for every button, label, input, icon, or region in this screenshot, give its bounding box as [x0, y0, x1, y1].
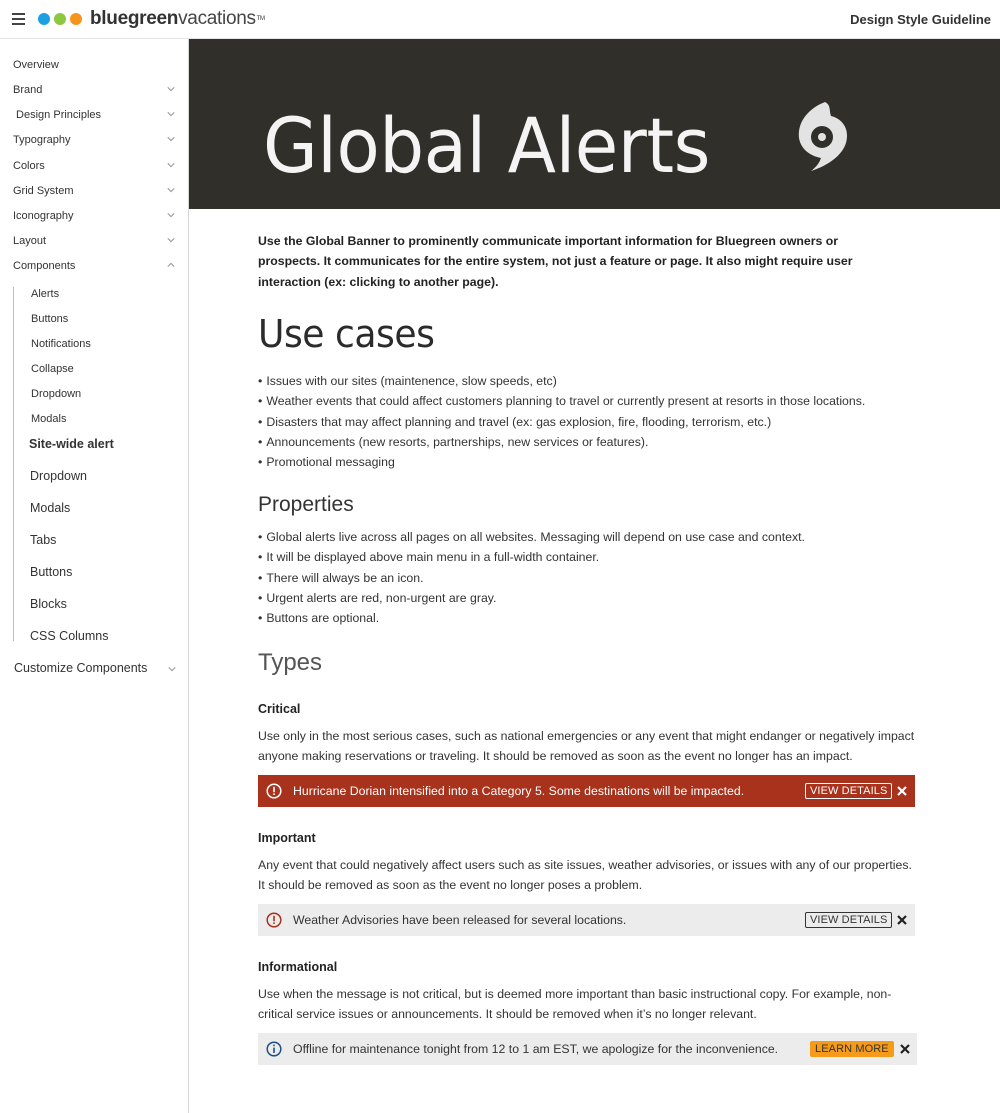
sidebar-subitem-site-wide-alert[interactable]: Site-wide alert	[29, 437, 114, 451]
sidebar-item-customize-components[interactable]	[14, 659, 180, 677]
chevron-down-icon[interactable]	[167, 211, 175, 219]
sidebar-subitem-modals[interactable]: Modals	[31, 413, 67, 425]
exclamation-circle-icon	[266, 783, 282, 799]
sidebar-item-label: Grid System	[13, 185, 74, 197]
sidebar-subitem-css-columns[interactable]: CSS Columns	[30, 629, 109, 643]
view-details-button[interactable]: VIEW DETAILS	[805, 783, 892, 799]
sidebar-subitem-alerts[interactable]: Alerts	[31, 288, 60, 300]
top-header	[0, 0, 1000, 39]
list-item: • Issues with our sites (maintenence, slow speeds, etc)	[258, 371, 865, 391]
sidebar-item-iconography[interactable]	[13, 207, 179, 225]
logo-bold-text: bluegreen	[90, 8, 179, 29]
important-alert-banner	[258, 904, 915, 936]
hero-banner	[189, 39, 1000, 209]
sidebar-subitem-buttons-2[interactable]: Buttons	[30, 565, 73, 579]
sidebar-subitem-notifications[interactable]: Notifications	[31, 338, 91, 350]
sidebar-subitem-buttons[interactable]: Buttons	[31, 313, 69, 325]
logo-trademark: TM	[256, 16, 265, 22]
sidebar-item-label: Overview	[13, 59, 59, 71]
chevron-down-icon[interactable]	[167, 161, 175, 169]
sidebar-item-label: Customize Components	[14, 661, 148, 675]
sidebar-item-design-principles[interactable]	[13, 106, 179, 124]
properties-heading: Properties	[258, 493, 354, 516]
sidebar-item-label: Typography	[13, 134, 71, 146]
hurricane-icon	[795, 100, 851, 172]
list-item: • Promotional messaging	[258, 452, 865, 472]
view-details-button[interactable]: VIEW DETAILS	[805, 912, 892, 928]
sidebar-subitem-modals-2[interactable]: Modals	[30, 501, 71, 515]
properties-list	[258, 527, 805, 628]
list-item: • It will be displayed above main menu in a full-width container.	[258, 547, 805, 567]
sidebar-subitem-tabs[interactable]: Tabs	[30, 533, 57, 547]
sidebar-item-grid-system[interactable]	[13, 182, 179, 200]
sidebar-subitem-blocks[interactable]: Blocks	[30, 597, 67, 611]
important-description: Any event that could negatively affect users such as site issues, weather advisories, or issues with any of our properties. It should be removed as soon as the event no longer poses a problem.	[258, 858, 912, 893]
sidebar-item-label: Design Principles	[13, 109, 102, 121]
close-icon[interactable]	[895, 913, 909, 927]
critical-heading: Critical	[258, 702, 301, 716]
chevron-down-icon[interactable]	[167, 135, 175, 143]
page-title: Global Alerts	[263, 101, 710, 190]
sidebar-subitem-dropdown[interactable]: Dropdown	[31, 388, 82, 400]
close-icon[interactable]	[898, 1042, 912, 1056]
chevron-down-icon[interactable]	[168, 665, 176, 673]
types-heading: Types	[258, 649, 323, 676]
brand-logo[interactable]	[38, 8, 265, 30]
site-title: Design Style Guideline	[850, 12, 991, 27]
sidebar-subitem-collapse[interactable]: Collapse	[31, 363, 74, 375]
logo-dot-green	[54, 13, 66, 25]
sidebar-item-brand[interactable]	[13, 81, 179, 99]
critical-description: Use only in the most serious cases, such as national emergencies or any event that might endanger or negatively impact anyone making reservations or traveling. It should be removed as soon as the event no longer has an impact.	[258, 729, 915, 764]
list-item: • Weather events that could affect customers planning to travel or currently present at resorts in those locations.	[258, 391, 865, 411]
close-icon[interactable]	[895, 784, 909, 798]
logo-dot-blue	[38, 13, 50, 25]
sidebar-item-label: Iconography	[13, 210, 74, 222]
chevron-down-icon[interactable]	[167, 186, 175, 194]
sidebar-item-label: Colors	[13, 160, 45, 172]
sidebar-subitem-dropdown-2[interactable]: Dropdown	[30, 469, 87, 483]
alert-message: Hurricane Dorian intensified into a Category 5. Some destinations will be impacted.	[293, 784, 745, 798]
informational-description: Use when the message is not critical, but is deemed more important than basic instructional copy. For example, non-critical service issues or announcements. It should be removed when it’s no longer relevant.	[258, 987, 892, 1022]
hamburger-menu-icon[interactable]	[12, 13, 25, 25]
info-circle-icon	[266, 1041, 282, 1057]
sidebar-item-label: Layout	[13, 235, 47, 247]
sidebar-nav	[0, 39, 189, 1113]
list-item: • Urgent alerts are red, non-urgent are gray.	[258, 588, 805, 608]
important-heading: Important	[258, 831, 316, 845]
sidebar-item-label: Brand	[13, 84, 43, 96]
exclamation-circle-icon	[266, 912, 282, 928]
chevron-down-icon[interactable]	[167, 236, 175, 244]
sidebar-item-components[interactable]	[13, 257, 179, 275]
logo-wordmark	[90, 8, 265, 30]
chevron-up-icon[interactable]	[167, 261, 175, 269]
sidebar-item-overview[interactable]	[13, 56, 179, 74]
alert-message: Weather Advisories have been released for several locations.	[293, 913, 627, 927]
use-cases-list	[258, 371, 865, 472]
use-cases-heading: Use cases	[258, 312, 435, 356]
sidebar-item-layout[interactable]	[13, 232, 179, 250]
intro-paragraph: Use the Global Banner to prominently communicate important information for Bluegreen owners or prospects. It communicates for the entire system, not just a feature or page. It also might require user interaction (ex: clicking to another page).	[258, 234, 853, 289]
chevron-down-icon[interactable]	[167, 110, 175, 118]
sidebar-item-colors[interactable]	[13, 157, 179, 175]
list-item: • Disasters that may affect planning and travel (ex: gas explosion, fire, flooding, terrorism, etc.)	[258, 412, 865, 432]
alert-message: Offline for maintenance tonight from 12 to 1 am EST, we apologize for the inconvenience.	[293, 1042, 779, 1056]
list-item: • Buttons are optional.	[258, 608, 805, 628]
submenu-guide-line	[13, 287, 14, 641]
informational-alert-banner	[258, 1033, 917, 1065]
critical-alert-banner	[258, 775, 915, 807]
list-item: • There will always be an icon.	[258, 568, 805, 588]
logo-light-text: vacations	[178, 8, 256, 29]
list-item: • Announcements (new resorts, partnerships, new services or features).	[258, 432, 865, 452]
chevron-down-icon[interactable]	[167, 85, 175, 93]
learn-more-button[interactable]: LEARN MORE	[810, 1041, 894, 1057]
informational-heading: Informational	[258, 960, 338, 974]
sidebar-item-label: Components	[13, 260, 76, 272]
list-item: • Global alerts live across all pages on all websites. Messaging will depend on use case and context.	[258, 527, 805, 547]
logo-dot-orange	[70, 13, 82, 25]
sidebar-item-typography[interactable]	[13, 131, 179, 149]
